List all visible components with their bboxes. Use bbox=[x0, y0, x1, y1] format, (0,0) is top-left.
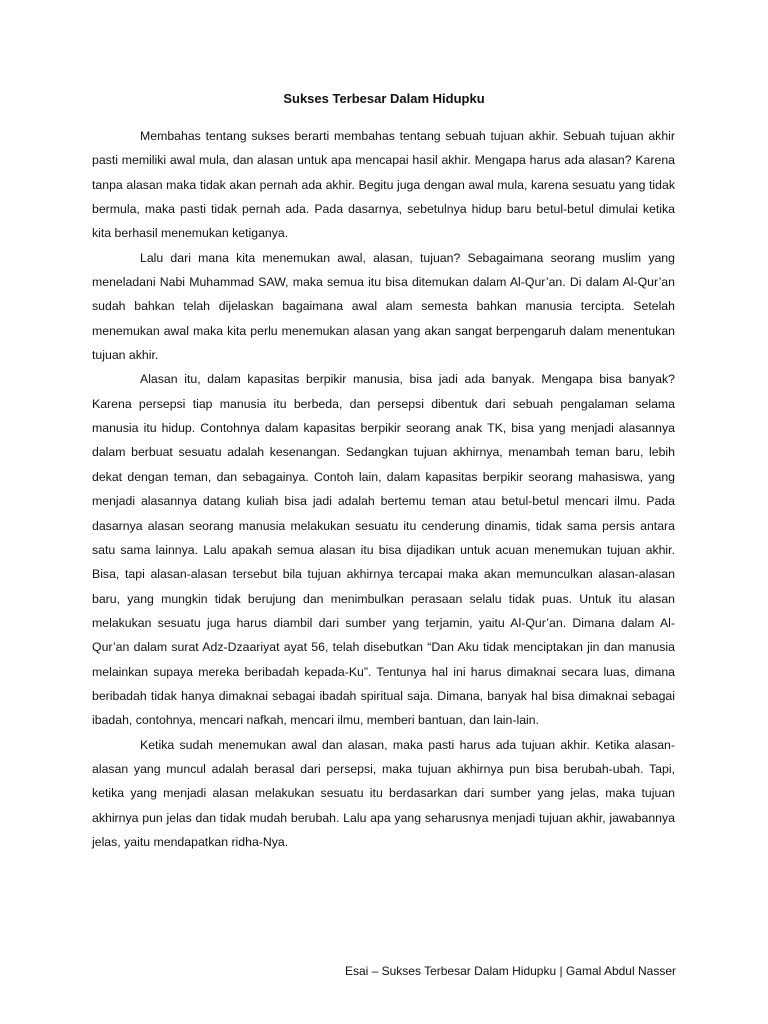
paragraph-3: Alasan itu, dalam kapasitas berpikir manusia, bisa jadi ada banyak. Mengapa bisa banyak? Karena persepsi tiap manusia itu berbeda, dan persepsi dibentuk dari sebuah pengalaman selama manusia itu hidup. Contohnya dalam kapasitas berpikir seorang anak TK, bisa yang menjadi alasannya dalam berbuat sesuatu adalah kesenangan. Sedangkan tujuan akhirnya, menambah teman baru, lebih dekat dengan teman, dan sebagainya. Contoh lain, dalam kapasitas berpikir seorang mahasiswa, yang menjadi alasannya datang kuliah bisa jadi adalah bertemu teman atau betul-betul mencari ilmu. Pada dasarnya alasan seorang manusia melakukan sesuatu itu cenderung dinamis, tidak sama persis antara satu sama lainnya. Lalu apakah semua alasan itu bisa dijadikan untuk acuan menemukan tujuan akhir. Bisa, tapi alasan-alasan tersebut bila tujuan akhirnya tercapai maka akan memunculkan alasan-alasan baru, yang mungkin tidak berujung dan menimbulkan perasaan selalu tidak puas. Untuk itu alasan melakukan sesuatu juga harus diambil dari sumber yang terjamin, yaitu Al-Qur’an. Dimana dalam Al-Qur’an dalam surat Adz-Dzaariyat ayat 56, telah disebutkan “Dan Aku tidak menciptakan jin dan manusia melainkan supaya mereka beribadah kepada-Ku”. Tentunya hal ini harus dimaknai secara luas, dimana beribadah tidak hanya dimaknai sebagai ibadah spiritual saja. Dimana, banyak hal bisa dimaknai sebagai ibadah, contohnya, mencari nafkah, mencari ilmu, memberi bantuan, dan lain-lain. bbox=[92, 372, 675, 728]
paragraph-4: Ketika sudah menemukan awal dan alasan, maka pasti harus ada tujuan akhir. Ketika alasan-alasan yang muncul adalah berasal dari persepsi, maka tujuan akhirnya pun bisa berubah-ubah. Tapi, ketika yang menjadi alasan melakukan sesuatu itu berdasarkan dari sumber yang jelas, maka tujuan akhirnya pun jelas dan tidak mudah berubah. Lalu apa yang seharusnya menjadi tujuan akhir, jawabannya jelas, yaitu mendapatkan ridha-Nya. bbox=[92, 737, 675, 849]
document-title: Sukses Terbesar Dalam Hidupku bbox=[283, 91, 485, 106]
document-body bbox=[92, 124, 675, 854]
paragraph-2: Lalu dari mana kita menemukan awal, alasan, tujuan? Sebagaimana seorang muslim yang meneladani Nabi Muhammad SAW, maka semua itu bisa ditemukan dalam Al-Qur’an. Di dalam Al-Qur’an sudah bahkan telah dijelaskan bagaimana awal alam semesta bahkan manusia tercipta. Setelah menemukan awal maka kita perlu menemukan alasan yang akan sangat berpengaruh dalam menentukan tujuan akhir. bbox=[92, 250, 675, 363]
paragraph-1: Membahas tentang sukses berarti membahas tentang sebuah tujuan akhir. Sebuah tujuan akhir pasti memiliki awal mula, dan alasan untuk apa mencapai hasil akhir. Mengapa harus ada alasan? Karena tanpa alasan maka tidak akan pernah ada akhir. Begitu juga dengan awal mula, karena sesuatu yang tidak bermula, maka pasti tidak pernah ada. Pada dasarnya, sebetulnya hidup baru betul-betul dimulai ketika kita berhasil menemukan ketiganya. bbox=[92, 129, 675, 241]
page-footer: Esai – Sukses Terbesar Dalam Hidupku | Gamal Abdul Nasser bbox=[344, 964, 676, 978]
